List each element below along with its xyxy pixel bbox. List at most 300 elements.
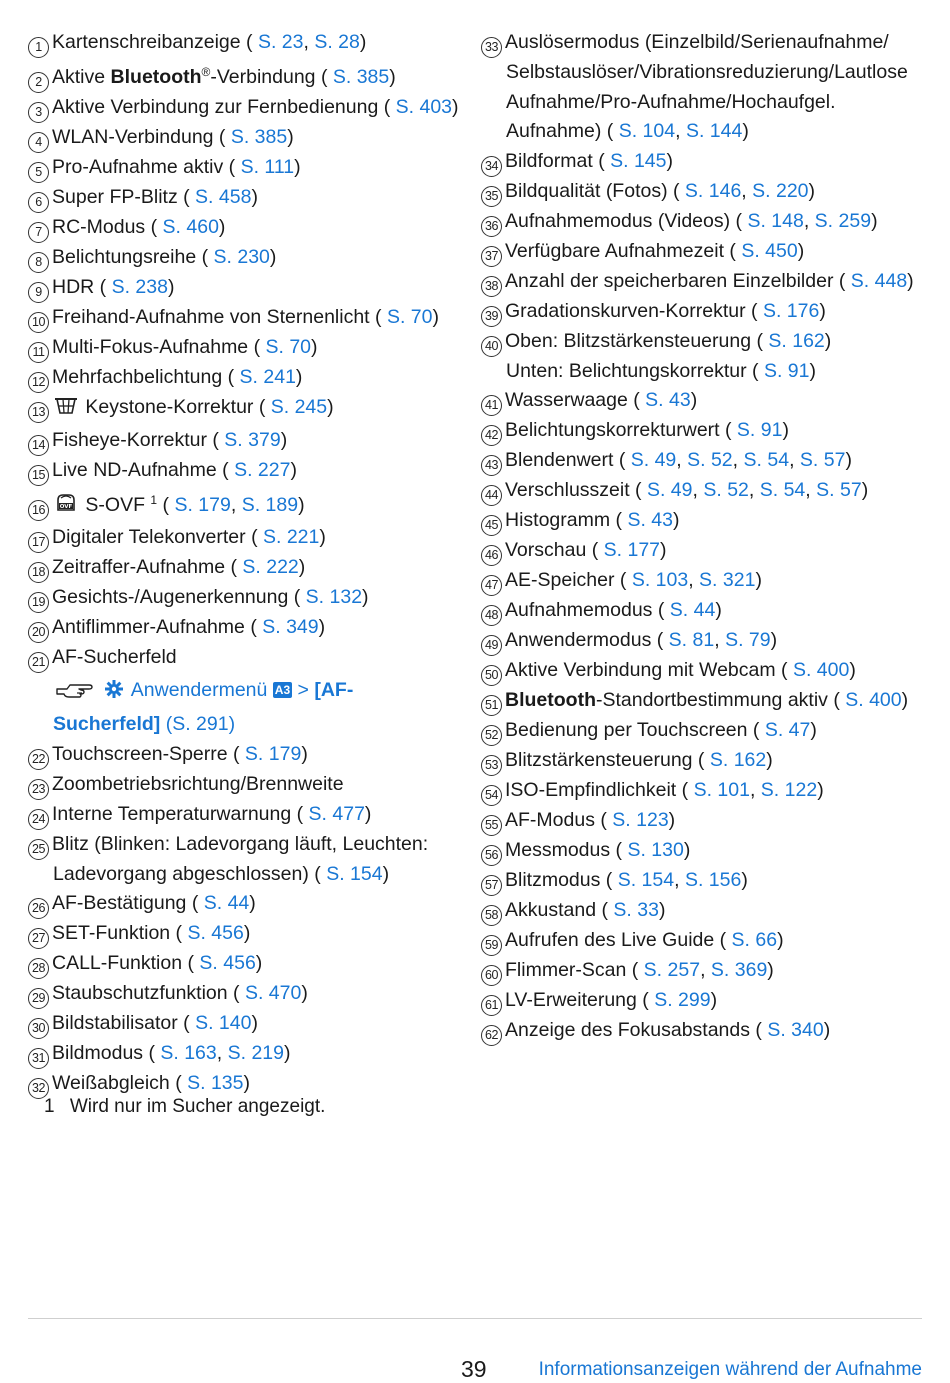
page-reference-link[interactable]: S. 52 [687, 449, 733, 472]
page-reference-link[interactable]: S. 28 [314, 31, 360, 53]
entry-text: Auslösermodus (Einzelbild/Serienaufnahme/ [505, 31, 889, 53]
page-reference-link[interactable]: S. 369 [710, 959, 768, 982]
left-column [28, 28, 468, 1099]
list-item [481, 506, 926, 536]
entry-text: ) [452, 96, 459, 118]
entry-text: Bildmodus ( [52, 1042, 161, 1065]
entry-text: ) [824, 329, 832, 352]
entry-text: ) [319, 526, 326, 549]
entry-text: ) [861, 479, 869, 502]
page-reference-link[interactable]: S. 238 [111, 276, 168, 298]
callout-number: 57 [481, 875, 502, 896]
page-reference-link[interactable]: S. 340 [767, 1019, 824, 1042]
list-item [28, 28, 468, 58]
page-reference-link[interactable]: S. 144 [685, 120, 743, 143]
page-reference-link[interactable]: S. 103 [631, 569, 689, 592]
callout-number: 20 [28, 622, 49, 643]
callout-number: 33 [481, 37, 502, 58]
callout-number: 24 [28, 809, 49, 830]
entry-text: Verfügbare Aufnahmezeit ( [505, 239, 742, 262]
page-reference-link[interactable]: S. 52 [703, 479, 749, 502]
page-reference-link[interactable]: S. 49 [646, 479, 693, 502]
entry-text: Anwendermodus ( [505, 629, 669, 652]
entry-text: Weißabgleich ( [52, 1072, 188, 1095]
entry-text: , [789, 449, 800, 472]
entry-text: ) [683, 839, 691, 862]
list-item [481, 596, 926, 626]
page-reference-link[interactable]: S. 135 [187, 1072, 244, 1095]
list-item [481, 776, 926, 806]
page-reference-link[interactable]: S. 79 [725, 629, 771, 652]
page-reference-link[interactable]: S. 91 [736, 419, 783, 442]
page-reference-link[interactable]: S. 470 [244, 982, 302, 1005]
keystone-icon [54, 396, 78, 426]
page-reference-link[interactable]: S. 460 [162, 216, 219, 238]
entry-text: Selbstauslöser/Vibrationsreduzierung/Lautlose [506, 61, 908, 83]
page-reference-link[interactable]: S. 245 [270, 396, 328, 418]
entry-text: Super FP-Blitz ( [52, 186, 196, 208]
menu-arrow: > [292, 679, 315, 702]
list-item [28, 889, 468, 919]
entry-text: ) [359, 31, 367, 53]
entry-text: Blitzstärkensteuerung ( [505, 749, 710, 772]
callout-number: 4 [28, 132, 49, 153]
page-reference-link[interactable]: S. 400 [845, 689, 902, 712]
list-item [28, 740, 468, 770]
callout-number: 38 [481, 276, 502, 297]
page-reference-link[interactable]: S. 54 [759, 479, 806, 502]
entry-text: Belichtungsreihe ( [52, 246, 214, 268]
page-reference-link[interactable]: S. 162 [768, 329, 825, 352]
page-reference-link[interactable]: S. 220 [752, 179, 809, 202]
list-item [481, 836, 926, 866]
entry-text: Bildstabilisator ( [52, 1012, 196, 1035]
entry-text: AF-Bestätigung ( [52, 892, 204, 915]
entry-text: ) [298, 556, 306, 579]
entry-text: ) [301, 742, 308, 765]
entry-text: Freihand-Aufnahme von Sternenlicht ( [52, 306, 387, 328]
entry-text: ) [715, 599, 722, 622]
entry-text: Mehrfachbelichtung ( [52, 366, 240, 388]
entry-text: WLAN-Verbindung ( [52, 126, 231, 148]
entry-text: Ladevorgang abgeschlossen) ( [53, 862, 327, 885]
page-reference-link[interactable]: S. 130 [627, 839, 684, 862]
entry-text: ) [364, 802, 372, 825]
list-item [481, 746, 926, 776]
entry-text: ) [797, 239, 805, 262]
menu-target-link[interactable]: Sucherfeld] [53, 713, 161, 736]
page-reference-link[interactable]: S. 47 [764, 719, 811, 742]
entry-text: ) [845, 449, 852, 472]
entry-text: ) [294, 156, 301, 178]
entry-text: ) [251, 186, 258, 208]
entry-text: Kartenschreibanzeige ( [52, 31, 258, 53]
list-item [28, 93, 468, 123]
entry-text: ) [808, 179, 816, 202]
list-item [481, 386, 926, 416]
callout-number: 15 [28, 465, 49, 486]
callout-number: 35 [481, 186, 502, 207]
page-reference-link[interactable]: S. 81 [668, 629, 715, 652]
page-reference-link[interactable]: S. 154 [326, 862, 383, 885]
entry-text: ) [770, 629, 778, 652]
entry-text: ) [907, 269, 914, 292]
callout-number: 2 [28, 72, 49, 93]
entry-text: Flimmer-Scan ( [505, 959, 644, 982]
pointing-hand-icon [55, 676, 95, 710]
page-reference-link[interactable]: S. 111 [240, 156, 295, 178]
list-item [28, 183, 468, 213]
entry-text: ) [362, 586, 369, 609]
callout-number: 17 [28, 532, 49, 553]
callout-number: 25 [28, 839, 49, 860]
list-item [481, 416, 926, 446]
page-reference-link[interactable]: S. 403 [395, 96, 453, 118]
entry-text: ) [327, 396, 334, 418]
gear-icon [104, 676, 124, 710]
list-item [481, 956, 926, 986]
list-item [28, 830, 468, 890]
callout-number: 62 [481, 1025, 502, 1046]
entry-text: Anzahl der speicherbaren Einzelbilder ( [505, 269, 851, 292]
menu-target-link[interactable]: [AF- [314, 679, 354, 702]
callout-number: 36 [481, 216, 502, 237]
page-reference-link[interactable]: S. 179 [244, 742, 302, 765]
page-reference-link[interactable]: S. 33 [613, 899, 659, 922]
list-item [481, 237, 926, 267]
entry-text: -Verbindung ( [210, 66, 333, 88]
list-item [481, 476, 926, 506]
page-reference-link[interactable]: S. 70 [265, 336, 312, 358]
entry-text: , [675, 120, 686, 143]
page-reference-link[interactable]: S. 66 [731, 929, 778, 952]
list-item [28, 273, 468, 303]
entry-text: CALL-Funktion ( [52, 952, 200, 975]
entry-text: , [674, 869, 685, 892]
page-reference-link[interactable]: S. 54 [743, 449, 790, 472]
page-reference-link[interactable]: S. 148 [747, 209, 804, 232]
callout-number: 9 [28, 282, 49, 303]
entry-text: ) [672, 509, 680, 532]
list-item [28, 673, 468, 740]
page-reference-link[interactable]: S. 379 [224, 428, 281, 451]
list-item [28, 1039, 468, 1069]
list-item [481, 686, 926, 716]
entry-text: RC-Modus ( [52, 216, 163, 238]
page-reference-link[interactable]: S. 456 [199, 952, 256, 975]
list-item [481, 177, 926, 207]
entry-text: Aktive Verbindung mit Webcam ( [505, 659, 793, 682]
page-reference-link[interactable]: S. 145 [610, 149, 667, 172]
entry-text: Touchscreen-Sperre ( [52, 742, 245, 765]
entry-text: ) [810, 719, 817, 742]
entry-text: ) [901, 689, 909, 712]
callout-number: 56 [481, 845, 502, 866]
callout-number: 43 [481, 455, 502, 476]
callout-number: 10 [28, 312, 49, 333]
page-reference-link[interactable]: S. 450 [741, 239, 798, 262]
entry-text: Aufnahmemodus ( [505, 599, 670, 622]
entry-text: ( [157, 493, 175, 516]
page-reference-link[interactable]: S. 23 [257, 31, 304, 53]
entry-text: Blitz (Blinken: Ladevorgang läuft, Leuchten: [52, 832, 429, 855]
page-reference-link[interactable]: S. 162 [709, 749, 767, 772]
entry-text: ) [218, 216, 226, 238]
page-reference-link[interactable]: S. 257 [643, 959, 701, 982]
page-reference-link[interactable]: S. 189 [241, 493, 299, 516]
list-item [481, 716, 926, 746]
page-reference-link[interactable]: S. 57 [816, 479, 862, 502]
entry-text: Antiflimmer-Aufnahme ( [52, 616, 263, 639]
list-item [481, 866, 926, 896]
entry-text: Bluetooth [505, 689, 596, 712]
list-item [28, 123, 468, 153]
page-reference-link[interactable]: S. 43 [627, 509, 673, 532]
callout-number: 3 [28, 102, 49, 123]
entry-text: Zeitraffer-Aufnahme ( [52, 556, 243, 579]
callout-number: 28 [28, 958, 49, 979]
list-item [28, 770, 468, 800]
callout-number: 48 [481, 605, 502, 626]
page-reference-link[interactable]: S. 156 [684, 869, 742, 892]
callout-number: 58 [481, 905, 502, 926]
entry-text: , [216, 1042, 228, 1065]
page-reference-link[interactable]: S. 179 [174, 493, 231, 516]
callout-number: 44 [481, 485, 502, 506]
list-item [481, 986, 926, 1016]
list-item [481, 896, 926, 926]
list-item [28, 363, 468, 393]
list-item [28, 153, 468, 183]
entry-text: Gradationskurven-Korrektur ( [505, 299, 763, 322]
page-reference-link[interactable]: S. 146 [684, 179, 742, 202]
entry-text: ) [251, 1012, 258, 1035]
entry-text: ) [809, 359, 816, 382]
entry-text: Aktive Verbindung zur Fernbedienung ( [52, 96, 396, 118]
entry-text: , [700, 959, 711, 982]
entry-text: Gesichts-/Augenerkennung ( [52, 586, 306, 609]
entry-text: Bedienung per Touchscreen ( [505, 719, 765, 742]
entry-text: , [688, 569, 700, 592]
entry-text: Aufnahme/Pro-Aufnahme/Hochaufgel. [506, 90, 836, 113]
entry-text: ) [755, 569, 762, 592]
entry-text: Verschlusszeit ( [505, 479, 647, 502]
page-reference-link[interactable]: S. 456 [187, 922, 244, 945]
entry-text: ) [668, 809, 676, 832]
entry-text: Live ND-Aufnahme ( [52, 458, 235, 481]
entry-text: AF-Modus ( [505, 809, 613, 832]
page-reference-link[interactable]: S. 91 [763, 359, 810, 382]
entry-text: , [714, 629, 726, 652]
page-reference-link[interactable]: S. 163 [160, 1042, 217, 1065]
list-item [28, 553, 468, 583]
callout-number: 5 [28, 162, 49, 183]
callout-number: 27 [28, 928, 49, 949]
page-reference-link[interactable]: S. 448 [850, 269, 908, 292]
page-reference-link[interactable]: S. 104 [618, 120, 676, 143]
entry-text: Multi-Fokus-Aufnahme ( [52, 336, 266, 358]
callout-number: 22 [28, 749, 49, 770]
list-item [481, 267, 926, 297]
entry-text: 1 [150, 492, 158, 507]
entry-text: ) [767, 959, 774, 982]
entry-text: Keystone-Korrektur ( [80, 396, 271, 418]
page-reference-link[interactable]: S. 385 [332, 66, 390, 88]
callout-number: 45 [481, 515, 502, 536]
list-item [28, 1009, 468, 1039]
page-reference-link[interactable]: S. 122 [760, 779, 818, 802]
entry-text: Interne Temperaturwarnung ( [52, 802, 309, 825]
entry-text: , [692, 479, 704, 502]
list-item [481, 446, 926, 476]
entry-text: ® [201, 65, 211, 79]
callout-number: 47 [481, 575, 502, 596]
callout-number: 13 [28, 402, 49, 423]
entry-text: ) [269, 246, 277, 268]
page-reference-link[interactable]: S. 140 [195, 1012, 252, 1035]
page-reference-link[interactable]: S. 44 [669, 599, 716, 622]
page-reference-link[interactable]: S. 177 [603, 539, 661, 562]
page-reference-link[interactable]: S. 70 [386, 306, 433, 328]
list-item [28, 426, 468, 456]
entry-text: ) [777, 929, 784, 952]
list-item [481, 28, 926, 147]
list-item [481, 626, 926, 656]
page-reference-link[interactable]: S. 154 [617, 869, 675, 892]
entry-text: , [230, 493, 242, 516]
entry-text: ISO-Empfindlichkeit ( [505, 779, 694, 802]
menu-tab-badge: A3 [274, 683, 291, 698]
entry-text: Bluetooth [110, 66, 202, 88]
entry-text: Wasserwaage ( [505, 389, 646, 412]
callout-number: 14 [28, 435, 49, 456]
list-item [28, 393, 468, 426]
list-item [28, 243, 468, 273]
entry-text: AE-Speicher ( [505, 569, 632, 592]
callout-number: 21 [28, 652, 49, 673]
entry-text: ) [871, 209, 878, 232]
entry-text: Messmodus ( [505, 839, 628, 862]
entry-text: ) [817, 779, 824, 802]
callout-number: 37 [481, 246, 502, 267]
entry-text: Pro-Aufnahme aktiv ( [52, 156, 241, 178]
page-reference-link[interactable]: S. 230 [213, 246, 270, 268]
list-item [28, 456, 468, 486]
page-reference-link[interactable]: S. 299 [654, 989, 711, 1012]
entry-text: Vorschau ( [505, 539, 604, 562]
list-item [28, 949, 468, 979]
list-item [28, 979, 468, 1009]
entry-text: , [748, 479, 760, 502]
callout-number: 16 [28, 500, 49, 521]
entry-text: ) [243, 922, 251, 945]
entry-text: Bildformat ( [505, 149, 611, 172]
list-item [28, 613, 468, 643]
entry-text: ) [284, 1042, 291, 1065]
page-reference-link[interactable]: S. 49 [630, 449, 677, 472]
entry-text: HDR ( [52, 276, 112, 298]
page-reference-link[interactable]: S. 132 [305, 586, 363, 609]
callout-number: 61 [481, 995, 502, 1016]
callout-number: 30 [28, 1018, 49, 1039]
page-reference-link[interactable]: S. 227 [234, 458, 291, 481]
list-item [481, 147, 926, 177]
page-reference-link[interactable]: S. 400 [792, 659, 850, 682]
page-reference-link[interactable]: S. 123 [612, 809, 669, 832]
entry-text: , [732, 449, 744, 472]
list-item [28, 643, 468, 673]
callout-number: 53 [481, 755, 502, 776]
page-reference-link[interactable]: S. 57 [799, 449, 846, 472]
entry-text: Belichtungskorrekturwert ( [505, 419, 737, 442]
list-item [28, 486, 468, 524]
page-reference-link[interactable]: S. 321 [699, 569, 756, 592]
callout-number: 26 [28, 898, 49, 919]
page-reference-link[interactable]: S. 219 [227, 1042, 284, 1065]
entry-text: ) [301, 982, 308, 1005]
entry-text: S-OVF [80, 493, 151, 516]
callout-number: 52 [481, 725, 502, 746]
callout-number: 39 [481, 306, 502, 327]
callout-number: 59 [481, 935, 502, 956]
entry-text: ) [660, 539, 667, 562]
entry-text: Oben: Blitzstärkensteuerung ( [505, 329, 769, 352]
page-reference-link[interactable]: S. 349 [262, 616, 319, 639]
callout-number: 40 [481, 336, 502, 357]
page-reference-link[interactable]: S. 385 [230, 126, 288, 148]
right-column [481, 28, 926, 1046]
callout-number: 51 [481, 695, 502, 716]
page-reference-link[interactable]: S. 259 [814, 209, 872, 232]
s-ovf-icon [54, 492, 78, 524]
entry-text: Zoombetriebsrichtung/Brennweite [52, 772, 344, 795]
list-item [28, 523, 468, 553]
callout-number: 12 [28, 372, 49, 393]
entry-text: Blitzmodus ( [505, 869, 618, 892]
entry-text: LV-Erweiterung ( [505, 989, 655, 1012]
page-reference-link[interactable]: S. 44 [203, 892, 250, 915]
callout-number: 41 [481, 395, 502, 416]
entry-text: ) [280, 428, 288, 451]
page-reference-link[interactable]: (S. 291) [160, 713, 236, 736]
page-reference-link[interactable]: S. 458 [195, 186, 252, 208]
list-item [28, 58, 468, 93]
callout-number: 54 [481, 785, 502, 806]
entry-text: , [803, 209, 815, 232]
page-reference-link[interactable]: S. 176 [762, 299, 820, 322]
svg-text:OVF: OVF [59, 503, 73, 510]
entry-text: , [303, 31, 315, 53]
entry-text: Digitaler Telekonverter ( [52, 526, 263, 549]
custom-menu-link[interactable]: Anwendermenü [126, 679, 273, 702]
list-item [481, 566, 926, 596]
page-reference-link[interactable]: S. 222 [242, 556, 299, 579]
entry-text: ) [658, 899, 666, 922]
page-reference-link[interactable]: S. 101 [693, 779, 750, 802]
callout-number: 11 [28, 342, 49, 363]
page-reference-link[interactable]: S. 241 [239, 366, 296, 388]
entry-text: Bildqualität (Fotos) ( [505, 179, 685, 202]
section-title-link[interactable]: Informationsanzeigen während der Aufnahme [538, 1359, 922, 1380]
page-reference-link[interactable]: S. 43 [645, 389, 691, 412]
entry-text: ) [287, 126, 294, 148]
callout-number: 42 [481, 425, 502, 446]
list-item [28, 333, 468, 363]
page-reference-link[interactable]: S. 221 [262, 526, 320, 549]
callout-number: 55 [481, 815, 502, 836]
entry-text: Blendenwert ( [505, 449, 631, 472]
page-reference-link[interactable]: S. 477 [308, 802, 365, 825]
